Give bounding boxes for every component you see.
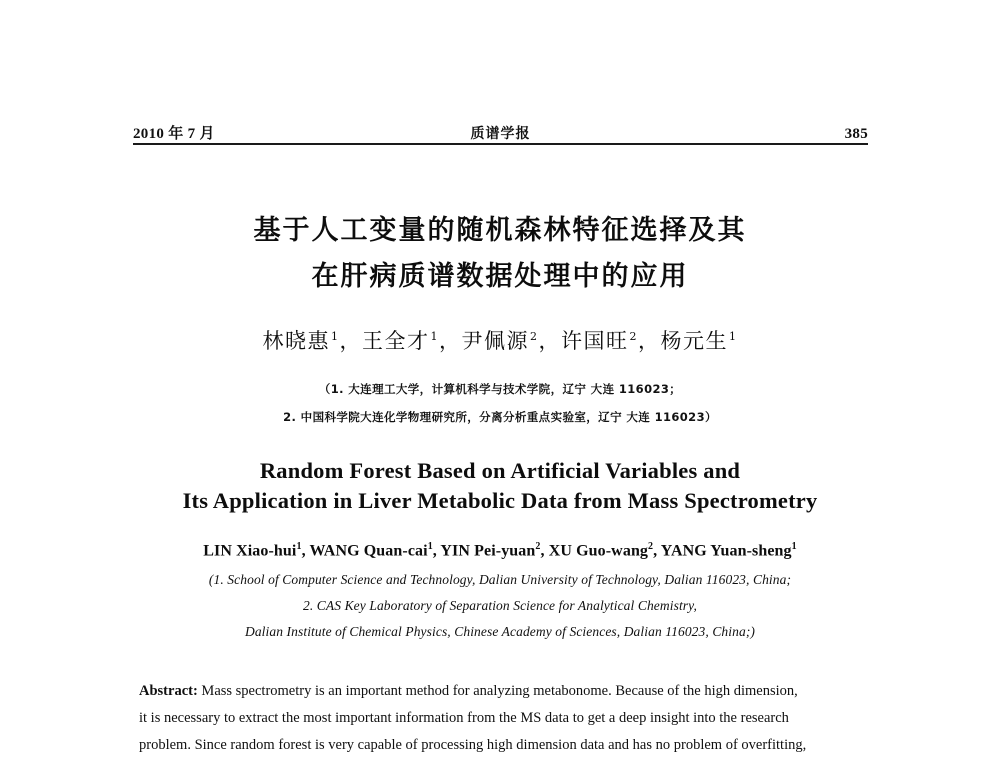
chinese-author-2-affil-marker: 1 <box>430 330 439 343</box>
chinese-author-5-affil-marker: 1 <box>729 330 738 343</box>
english-title-line-1: Random Forest Based on Artificial Variables and <box>259 458 741 483</box>
header-divider-rule <box>133 143 868 145</box>
english-author-2-affil-marker: 1 <box>427 541 433 552</box>
english-affiliations <box>0 567 1000 645</box>
chinese-author-3-affil-marker: 2 <box>530 330 539 343</box>
chinese-author-list <box>0 325 1000 355</box>
english-author-1-affil-marker: 1 <box>296 541 302 552</box>
chinese-title <box>0 208 1000 300</box>
chinese-author-4-affil-marker: 2 <box>629 330 638 343</box>
english-author-4-affil-marker: 2 <box>648 541 654 552</box>
header-page-number: 385 <box>844 125 868 142</box>
chinese-affiliations <box>0 375 1000 431</box>
abstract-line-3: problem. Since random forest is very capable of processing high dimension data and has no problem of overfitting, <box>139 737 807 753</box>
chinese-title-line-2: 在肝病质谱数据处理中的应用 <box>311 261 689 292</box>
english-author-list <box>0 541 1000 560</box>
english-author-separator-3: , <box>540 542 549 560</box>
english-author-2: WANG Quan-cai <box>309 542 428 560</box>
chinese-author-2: 王全才 <box>362 329 430 353</box>
english-author-4: XU Guo-wang <box>548 542 649 560</box>
english-affiliation-3: Dalian Institute of Chemical Physics, Chinese Academy of Sciences, Dalian 116023, China;) <box>244 624 756 639</box>
chinese-affiliation-1: （1. 大连理工大学，计算机科学与技术学院，辽宁 大连 116023； <box>318 382 682 396</box>
english-affiliation-2: 2. CAS Key Laboratory of Separation Science for Analytical Chemistry, <box>303 598 697 613</box>
english-author-separator-2: , <box>432 542 441 560</box>
chinese-author-3: 尹佩源 <box>461 329 529 353</box>
english-affiliation-1: (1. School of Computer Science and Technology, Dalian University of Technology, Dalian 116023, China; <box>208 572 792 587</box>
english-author-3-affil-marker: 2 <box>535 541 541 552</box>
chinese-author-separator-3: ， <box>538 329 561 353</box>
english-title <box>0 456 1000 516</box>
chinese-author-separator-4: ， <box>638 329 661 353</box>
chinese-title-line-1: 基于人工变量的随机森林特征选择及其 <box>253 215 747 246</box>
chinese-author-1-affil-marker: 1 <box>331 330 340 343</box>
english-author-separator-1: , <box>301 542 310 560</box>
header-journal-name: 质谱学报 <box>470 125 531 142</box>
abstract-label: Abstract: <box>139 683 198 699</box>
abstract-line-2: it is necessary to extract the most important information from the MS data to get a deep insight into the research <box>139 710 789 726</box>
chinese-author-separator-1: ， <box>339 329 362 353</box>
english-author-5-affil-marker: 1 <box>791 541 797 552</box>
english-author-5: YANG Yuan-sheng <box>660 542 792 560</box>
abstract-section <box>139 678 864 759</box>
header-date: 2010 年 7 月 <box>133 125 215 142</box>
chinese-author-separator-2: ， <box>439 329 462 353</box>
abstract-line-1: Mass spectrometry is an important method for analyzing metabonome. Because of the high dimension, <box>197 683 798 699</box>
english-author-3: YIN Pei-yuan <box>440 542 536 560</box>
running-header <box>133 118 868 142</box>
english-author-separator-4: , <box>653 542 661 560</box>
chinese-author-5: 杨元生 <box>660 329 728 353</box>
english-author-1: LIN Xiao-hui <box>203 542 297 560</box>
chinese-author-1: 林晓惠 <box>262 329 330 353</box>
chinese-affiliation-2: 2. 中国科学院大连化学物理研究所，分离分析重点实验室，辽宁 大连 116023） <box>283 410 717 424</box>
english-title-line-2: Its Application in Liver Metabolic Data from Mass Spectrometry <box>182 488 818 513</box>
chinese-author-4: 许国旺 <box>561 329 629 353</box>
